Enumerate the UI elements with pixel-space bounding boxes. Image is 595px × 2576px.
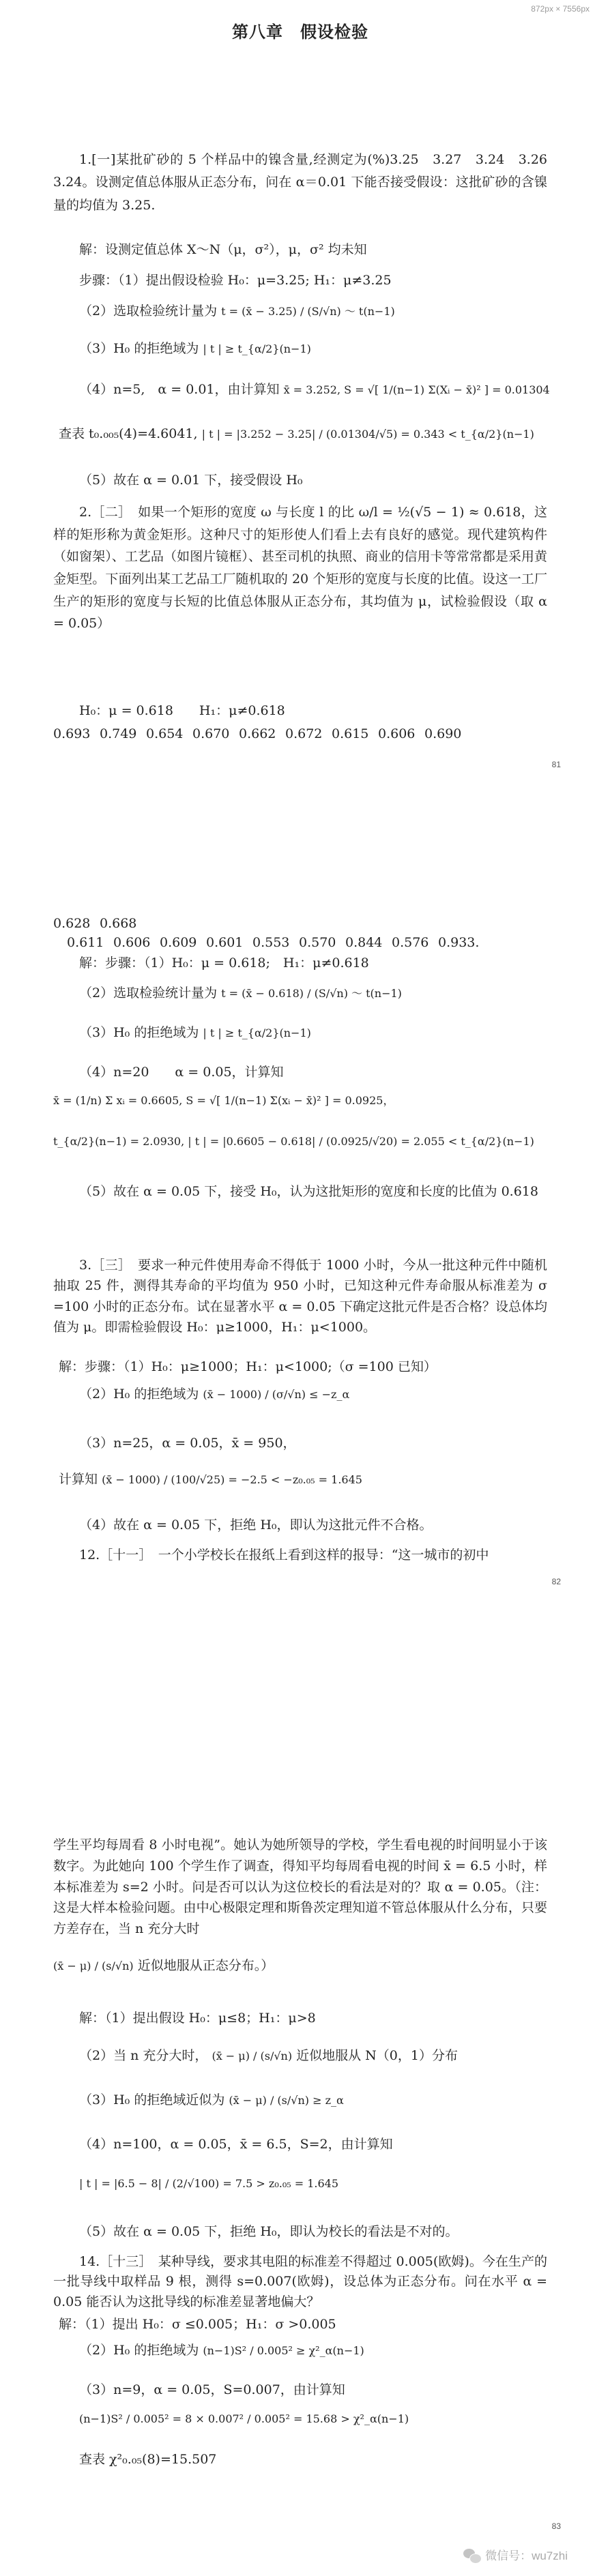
- q3-step2-text: （2）H₀ 的拒绝域为: [79, 1387, 199, 1402]
- q2-step3-formula: | t | ≥ t_{α/2}(n−1): [203, 1026, 311, 1039]
- q12-text-tail: 近似地服从正态分布。）: [137, 1958, 274, 1973]
- page-number: 81: [551, 760, 561, 769]
- q3-step1: 解：步骤：（1）H₀：μ≥1000；H₁：μ<1000;（σ =100 已知）: [59, 1359, 437, 1374]
- q14-calc-formula: (n−1)S² / 0.005² = 8 × 0.007² / 0.005² = 15.68 > χ²_α(n−1): [79, 2412, 409, 2425]
- q14-text: 14.［十三］ 某种导线，要求其电阻的标准差不得超过 0.005(欧姆)。今在生产的一批导线中取样品 9 根，测得 s=0.007(欧姆)，设总体为正态分布。问在水平 α = 0.05 能否认为这批导线的标准差显著地偏大？: [53, 2254, 547, 2309]
- q1-lookup-text: 查表 t₀.₀₀₅(4)=4.6041,: [59, 426, 198, 441]
- value-cell: 0.662: [239, 726, 276, 741]
- q12-step2-a: （2）当 n 充分大时，: [79, 2048, 208, 2063]
- q12-text: 学生平均每周看 8 小时电视”。她认为她所领导的学校，学生看电视的时间明显小于该数字。为此她向 100 个学生作了调查，得知平均每周看电视的时间 x̄ = 6.5 小时，样本标准差为 s=2 小时。问是否可以认为这位校长的看法是对的？取 α = 0.05。（注：这是大样本检验问题。由中心极限定理和斯鲁茨定理知道不管总体服从什么分布，只要方差存在，当 n 充分大时: [53, 1837, 547, 1937]
- value-cell: 0.615: [332, 726, 369, 741]
- q14-step2-text: （2）H₀ 的拒绝域为: [79, 2343, 199, 2358]
- q1-step3-text: （3）H₀ 的拒绝域为: [79, 341, 199, 356]
- q2-step4: （4）n=20 α = 0.05，计算知: [79, 1065, 284, 1080]
- q3-text: 3.［三］ 要求一种元件使用寿命不得低于 1000 小时，今从一批这种元件中随机抽取 25 件，测得其寿命的平均值为 950 小时，已知这种元件寿命服从标准差为 σ =100 小时的正态分布。试在显著水平 α = 0.05 下确定这批元件是否合格？设总体均值为 μ。即需检验假设 H₀：μ≥1000，H₁：μ<1000。: [53, 1258, 547, 1335]
- q1-step2-formula: t = (x̄ − 3.25) / (S/√n) ～ t(n−1): [221, 305, 395, 318]
- q12-text-formula: (x̄ − μ) / (s/√n): [53, 1959, 134, 1972]
- value-cell: 0.693: [53, 726, 91, 741]
- q2-text: 2.［二］ 如果一个矩形的宽度 ω 与长度 l 的比 ω/l = ½(√5 − 1) ≈ 0.618，这样的矩形称为黄金矩形。这种尺寸的矩形使人们看上去有良好的感觉。现代建筑构件（如窗架）、工艺品（如图片镜框）、甚至司机的执照、商业的信用卡等常常都是采用黄金矩型。下面列出某工艺品工厂随机取的 20 个矩形的宽度与长度的比值。设这一工厂生产的矩形的宽度与长短的比值总体服从正态分布，其均值为 μ，试检验假设（取 α = 0.05）: [53, 505, 547, 632]
- q2-step2-formula: t = (x̄ − 0.618) / (S/√n) ～ t(n−1): [221, 987, 402, 1000]
- q12-step3-formula: (x̄ − μ) / (s/√n) ≥ z_α: [229, 2094, 344, 2107]
- q1-step5: （5）故在 α = 0.01 下，接受假设 H₀: [79, 473, 303, 488]
- q12-step3: [53, 2090, 547, 2110]
- chapter-title: 第八章 假设检验: [232, 22, 368, 42]
- q3-step2: [53, 1385, 547, 1404]
- value-cell: 0.601: [206, 935, 244, 950]
- value-cell: 0.668: [100, 916, 137, 931]
- watermark: [463, 2547, 568, 2565]
- q2-step2-text: （2）选取检验统计量为: [79, 986, 218, 1001]
- image-dimensions-label: 872px × 7556px: [531, 4, 590, 14]
- page-1: [0, 0, 595, 846]
- q14-step2: [53, 2341, 547, 2360]
- q14-step3: （3）n=9，α = 0.05，S=0.007，由计算知: [79, 2382, 345, 2397]
- value-cell: 0.606: [378, 726, 416, 741]
- q2-step2: [53, 983, 547, 1003]
- q12-step2-formula: (x̄ − μ) / (s/√n): [212, 2049, 293, 2062]
- value-cell: 0.570: [299, 935, 336, 950]
- q12-step4: （4）n=100，α = 0.05，x̄ = 6.5，S=2，由计算知: [79, 2137, 393, 2152]
- value-cell: 0.654: [146, 726, 184, 741]
- value-cell: 0.690: [424, 726, 462, 741]
- page-number: 82: [551, 1577, 561, 1586]
- value-cell: 0.933.: [438, 935, 480, 950]
- q12-step2-b: 近似地服从 N（0，1）分布: [296, 2048, 458, 2063]
- q3-step3: （3）n=25，α = 0.05，x̄ = 950，: [79, 1436, 296, 1451]
- value-cell: 0.606: [113, 935, 151, 950]
- watermark-text: 微信号：wu7zhi: [485, 2549, 568, 2562]
- q1-step4-text: （4）n=5, α = 0.01，由计算知: [79, 382, 280, 397]
- q3-step2-formula: (x̄ − 1000) / (σ/√n) ≤ −z_α: [203, 1388, 350, 1401]
- q3-calc-text: 计算知: [59, 1472, 98, 1487]
- q14-step1: 解：（1）提出 H₀：σ ≤0.005；H₁：σ >0.005: [59, 2317, 336, 2332]
- q3-calc-formula: (x̄ − 1000) / (100/√25) = −2.5 < −z₀.₀₅ = 1.645: [102, 1473, 362, 1486]
- value-cell: 0.553: [252, 935, 290, 950]
- value-cell: 0.576: [392, 935, 429, 950]
- q2-values-row1: [53, 724, 547, 744]
- value-cell: 0.672: [285, 726, 323, 741]
- q1-step2: [53, 301, 547, 321]
- q12-calc-formula: | t | = |6.5 − 8| / (2/√100) = 7.5 > z₀.₀₅ = 1.645: [79, 2177, 339, 2190]
- q3-step4: （4）故在 α = 0.05 下，拒绝 H₀，即认为这批元件不合格。: [79, 1518, 433, 1533]
- q12-step1: 解：（1）提出假设 H₀：μ≤8；H₁：μ>8: [79, 2011, 316, 2026]
- q2-values-row1-tail: [53, 914, 547, 934]
- page-3: [0, 1835, 595, 2576]
- q1-step2-text: （2）选取检验统计量为: [79, 304, 218, 319]
- q12-step3-text: （3）H₀ 的拒绝域近似为: [79, 2092, 225, 2107]
- q1-step4: [53, 380, 550, 400]
- q12-step2: [53, 2046, 547, 2066]
- q1-step3-formula: | t | ≥ t_{α/2}(n−1): [203, 342, 311, 355]
- q2-step4-formula2: t_{α/2}(n−1) = 2.0930, | t | = |0.6605 − 0.618| / (0.0925/√20) = 2.055 < t_{α/2}(n−1): [53, 1135, 534, 1148]
- q2-step3-text: （3）H₀ 的拒绝域为: [79, 1025, 199, 1040]
- page-2: [0, 914, 595, 1807]
- value-cell: 0.611: [67, 935, 104, 950]
- q2-step3: [53, 1023, 547, 1043]
- wechat-icon: [463, 2549, 481, 2564]
- value-cell: 0.609: [160, 935, 197, 950]
- q1-step3: [53, 339, 547, 359]
- q2-values-row2: [67, 933, 547, 953]
- page-number: 83: [551, 2521, 561, 2531]
- q1-solution-intro: 解：设测定值总体 X～N（μ，σ²），μ，σ² 均未知: [79, 242, 367, 257]
- value-cell: 0.670: [192, 726, 230, 741]
- q2-step5: （5）故在 α = 0.05 下，接受 H₀，认为这批矩形的宽度和长度的比值为 0.618: [79, 1184, 538, 1199]
- q2-hypotheses: H₀：μ = 0.618 H₁：μ≠0.618: [79, 703, 285, 718]
- q1-step4-formula: x̄ = 3.252, S = √[ 1/(n−1) Σ(Xᵢ − x̄)² ] = 0.01304: [283, 383, 550, 396]
- q1-lookup: [53, 424, 547, 444]
- q1-text: 1.[一]某批矿砂的 5 个样品中的镍含量,经测定为(%)3.25 3.27 3.24 3.26 3.24。设测定值总体服从正态分布，问在 α＝0.01 下能否接受假设：这批矿砂的含镍量的均值为 3.25.: [53, 152, 561, 213]
- q2-step1: 解：步骤：（1）H₀：μ = 0.618; H₁：μ≠0.618: [79, 956, 369, 971]
- value-cell: 0.628: [53, 916, 91, 931]
- q12-text-end: [53, 1956, 547, 1976]
- q1-step1: 步骤：（1）提出假设检验 H₀：μ=3.25; H₁：μ≠3.25: [79, 273, 392, 288]
- q12-step5: （5）故在 α = 0.05 下，拒绝 H₀，即认为校长的看法是不对的。: [79, 2224, 459, 2239]
- q12-intro: 12.［十一］ 一个小学校长在报纸上看到这样的报导：“这一城市的初中: [79, 1548, 489, 1563]
- q1-lookup-formula: | t | = |3.252 − 3.25| / (0.01304/√5) = 0.343 < t_{α/2}(n−1): [201, 428, 534, 441]
- value-cell: 0.749: [100, 726, 137, 741]
- q14-step2-formula: (n−1)S² / 0.005² ≥ χ²_α(n−1): [203, 2344, 364, 2357]
- q14-lookup: 查表 χ²₀.₀₅(8)=15.507: [79, 2452, 217, 2467]
- q2-step4-formula: x̄ = (1/n) Σ xᵢ = 0.6605, S = √[ 1/(n−1) Σ(xᵢ − x̄)² ] = 0.0925，: [53, 1094, 394, 1107]
- value-cell: 0.844: [345, 935, 383, 950]
- q3-calc: [53, 1470, 547, 1490]
